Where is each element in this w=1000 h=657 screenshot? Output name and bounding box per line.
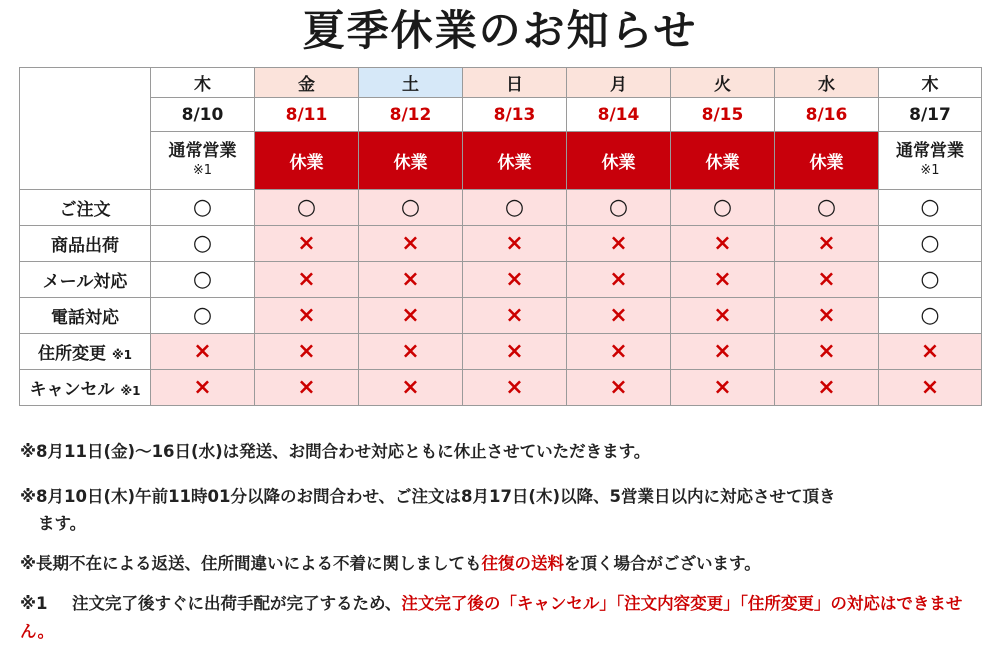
availability-cell bbox=[463, 226, 567, 262]
available-mark: ○ bbox=[608, 195, 629, 220]
note-cancel-mark: ※1 bbox=[20, 594, 48, 613]
unavailable-mark: × bbox=[609, 266, 628, 292]
status-cell-closed: 休業 bbox=[775, 132, 879, 190]
row-label-note: ※1 bbox=[120, 384, 141, 398]
available-mark: ○ bbox=[712, 195, 733, 220]
status-cell-closed: 休業 bbox=[463, 132, 567, 190]
available-mark: ○ bbox=[920, 303, 940, 328]
availability-cell bbox=[671, 262, 775, 298]
row-label bbox=[20, 190, 151, 226]
availability-cell bbox=[255, 334, 359, 370]
unavailable-mark: × bbox=[297, 266, 316, 292]
unavailable-mark: × bbox=[401, 302, 420, 328]
weekday-cell: 水 bbox=[775, 68, 879, 98]
weekday-cell: 土 bbox=[359, 68, 463, 98]
weekday-cell: 月 bbox=[567, 68, 671, 98]
date-cell: 8/15 bbox=[671, 98, 775, 132]
available-mark: ○ bbox=[920, 195, 940, 220]
unavailable-mark: × bbox=[713, 338, 732, 364]
availability-cell bbox=[775, 298, 879, 334]
availability-cell bbox=[359, 334, 463, 370]
row-label-text: 住所変更 bbox=[38, 344, 107, 364]
date-row bbox=[20, 98, 982, 132]
status-label: 通常営業 bbox=[168, 140, 237, 161]
unavailable-mark: × bbox=[401, 338, 420, 364]
unavailable-mark: × bbox=[297, 230, 316, 256]
available-mark: ○ bbox=[816, 195, 837, 220]
unavailable-mark: × bbox=[297, 338, 316, 364]
unavailable-mark: × bbox=[193, 338, 212, 364]
page-title: 夏季休業のお知らせ bbox=[302, 6, 698, 55]
status-label: 通常営業 bbox=[896, 140, 964, 161]
availability-cell bbox=[463, 334, 567, 370]
availability-cell bbox=[775, 262, 879, 298]
availability-cell bbox=[879, 370, 982, 406]
service-row bbox=[20, 262, 982, 298]
availability-cell bbox=[671, 334, 775, 370]
weekday-cell: 木 bbox=[879, 68, 982, 98]
note-return bbox=[20, 552, 761, 576]
unavailable-mark: × bbox=[817, 374, 836, 400]
available-mark: ○ bbox=[192, 267, 213, 292]
availability-cell bbox=[879, 226, 982, 262]
row-label bbox=[20, 298, 151, 334]
available-mark: ○ bbox=[504, 195, 525, 220]
availability-cell bbox=[463, 190, 567, 226]
unavailable-mark: × bbox=[609, 338, 628, 364]
availability-cell bbox=[359, 190, 463, 226]
unavailable-mark: × bbox=[713, 230, 732, 256]
availability-cell bbox=[879, 190, 982, 226]
status-cell-open bbox=[151, 132, 255, 190]
availability-cell bbox=[775, 226, 879, 262]
availability-cell bbox=[567, 334, 671, 370]
availability-cell bbox=[359, 226, 463, 262]
availability-cell bbox=[879, 334, 982, 370]
availability-cell bbox=[255, 370, 359, 406]
table-corner bbox=[20, 68, 151, 190]
available-mark: ○ bbox=[920, 231, 940, 256]
availability-cell bbox=[151, 334, 255, 370]
note-inquiry-line2: ます。 bbox=[38, 514, 87, 533]
service-row bbox=[20, 370, 982, 406]
note-return-text: ※長期不在による返送、住所間違いによる不着に関しましても bbox=[20, 554, 482, 573]
service-row bbox=[20, 226, 982, 262]
availability-cell bbox=[879, 298, 982, 334]
availability-cell bbox=[255, 190, 359, 226]
unavailable-mark: × bbox=[817, 230, 836, 256]
unavailable-mark: × bbox=[505, 374, 524, 400]
date-cell: 8/10 bbox=[151, 98, 255, 132]
row-label-text: 商品出荷 bbox=[51, 236, 119, 256]
note-cancel bbox=[20, 590, 985, 646]
availability-cell bbox=[255, 298, 359, 334]
availability-cell bbox=[359, 262, 463, 298]
holiday-schedule-table bbox=[19, 67, 982, 406]
availability-cell bbox=[463, 370, 567, 406]
unavailable-mark: × bbox=[401, 230, 420, 256]
note-cancel-text: 注文完了後すぐに出荷手配が完了するため、 bbox=[72, 594, 402, 613]
unavailable-mark: × bbox=[297, 374, 316, 400]
unavailable-mark: × bbox=[505, 230, 524, 256]
unavailable-mark: × bbox=[193, 374, 212, 400]
availability-cell bbox=[567, 298, 671, 334]
status-note: ※1 bbox=[192, 162, 213, 178]
availability-cell bbox=[151, 262, 255, 298]
note-suspension: ※8月11日(金)〜16日(水)は発送、お問合わせ対応ともに休止させていただきます。 bbox=[20, 442, 651, 461]
row-label bbox=[20, 370, 151, 406]
note-inquiry-line1: ※8月10日(木)午前11時01分以降のお問合わせ、ご注文は8月17日(木)以降、5営業日以内に対応させて頂き bbox=[20, 487, 836, 506]
available-mark: ○ bbox=[920, 267, 940, 292]
weekday-cell: 火 bbox=[671, 68, 775, 98]
available-mark: ○ bbox=[400, 195, 421, 220]
unavailable-mark: × bbox=[505, 338, 524, 364]
availability-cell bbox=[671, 226, 775, 262]
unavailable-mark: × bbox=[920, 374, 940, 400]
availability-cell bbox=[567, 190, 671, 226]
service-row bbox=[20, 190, 982, 226]
availability-cell bbox=[671, 298, 775, 334]
status-cell-open bbox=[879, 132, 982, 190]
date-cell: 8/13 bbox=[463, 98, 567, 132]
unavailable-mark: × bbox=[920, 338, 940, 364]
row-label-text: 電話対応 bbox=[51, 308, 119, 328]
status-note: ※1 bbox=[920, 162, 940, 178]
available-mark: ○ bbox=[192, 231, 213, 256]
availability-cell bbox=[879, 262, 982, 298]
availability-cell bbox=[671, 370, 775, 406]
note-cancel-emphasis: 注文完了後の「キャンセル」「注文内容変更」「住所変更」の対応はできません。 bbox=[20, 594, 963, 641]
date-cell: 8/16 bbox=[775, 98, 879, 132]
unavailable-mark: × bbox=[713, 266, 732, 292]
note-inquiry bbox=[20, 483, 980, 537]
row-label bbox=[20, 262, 151, 298]
availability-cell bbox=[359, 370, 463, 406]
unavailable-mark: × bbox=[713, 374, 732, 400]
availability-cell bbox=[151, 226, 255, 262]
availability-cell bbox=[359, 298, 463, 334]
date-cell: 8/11 bbox=[255, 98, 359, 132]
available-mark: ○ bbox=[192, 303, 213, 328]
availability-cell bbox=[567, 370, 671, 406]
status-cell-closed: 休業 bbox=[671, 132, 775, 190]
availability-cell bbox=[775, 370, 879, 406]
availability-cell bbox=[775, 334, 879, 370]
availability-cell bbox=[671, 190, 775, 226]
availability-cell bbox=[151, 190, 255, 226]
unavailable-mark: × bbox=[505, 266, 524, 292]
availability-cell bbox=[151, 298, 255, 334]
date-cell: 8/14 bbox=[567, 98, 671, 132]
status-row bbox=[20, 132, 982, 190]
service-row bbox=[20, 334, 982, 370]
row-label-note: ※1 bbox=[111, 348, 132, 362]
unavailable-mark: × bbox=[609, 374, 628, 400]
availability-cell bbox=[775, 190, 879, 226]
unavailable-mark: × bbox=[297, 302, 316, 328]
availability-cell bbox=[463, 298, 567, 334]
note-return-text-end: を頂く場合がございます。 bbox=[564, 554, 761, 573]
row-label-text: メール対応 bbox=[42, 272, 128, 292]
status-cell-closed: 休業 bbox=[567, 132, 671, 190]
date-cell: 8/12 bbox=[359, 98, 463, 132]
service-row bbox=[20, 298, 982, 334]
unavailable-mark: × bbox=[401, 266, 420, 292]
unavailable-mark: × bbox=[609, 302, 628, 328]
unavailable-mark: × bbox=[505, 302, 524, 328]
weekday-row bbox=[20, 68, 982, 98]
unavailable-mark: × bbox=[609, 230, 628, 256]
unavailable-mark: × bbox=[817, 266, 836, 292]
availability-cell bbox=[567, 226, 671, 262]
available-mark: ○ bbox=[192, 195, 213, 220]
available-mark: ○ bbox=[296, 195, 317, 220]
availability-cell bbox=[463, 262, 567, 298]
weekday-cell: 日 bbox=[463, 68, 567, 98]
note-return-emphasis: 往復の送料 bbox=[481, 554, 565, 573]
unavailable-mark: × bbox=[817, 338, 836, 364]
status-cell-closed: 休業 bbox=[359, 132, 463, 190]
unavailable-mark: × bbox=[817, 302, 836, 328]
unavailable-mark: × bbox=[713, 302, 732, 328]
status-cell-closed: 休業 bbox=[255, 132, 359, 190]
weekday-cell: 木 bbox=[151, 68, 255, 98]
availability-cell bbox=[151, 370, 255, 406]
unavailable-mark: × bbox=[401, 374, 420, 400]
availability-cell bbox=[255, 262, 359, 298]
availability-cell bbox=[255, 226, 359, 262]
row-label bbox=[20, 334, 151, 370]
row-label bbox=[20, 226, 151, 262]
weekday-cell: 金 bbox=[255, 68, 359, 98]
availability-cell bbox=[567, 262, 671, 298]
date-cell: 8/17 bbox=[879, 98, 982, 132]
row-label-text: キャンセル bbox=[29, 380, 115, 400]
row-label-text: ご注文 bbox=[59, 200, 111, 220]
service-rows bbox=[20, 190, 982, 406]
